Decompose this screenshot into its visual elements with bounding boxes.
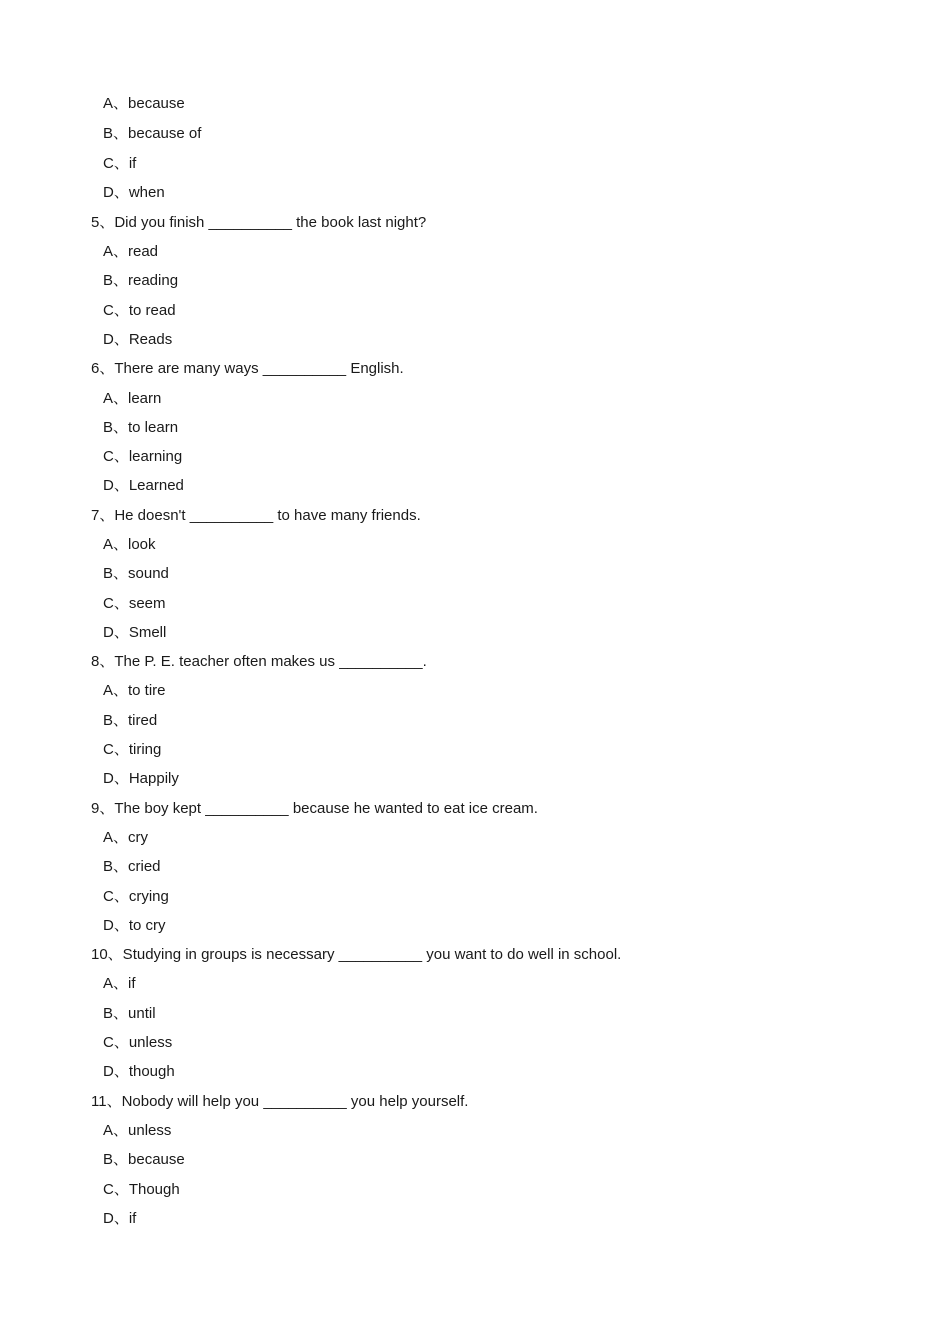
option-a: A、look (103, 536, 156, 553)
option-b: B、until (103, 1005, 156, 1022)
option-c: C、tiring (103, 741, 162, 758)
option-c: C、crying (103, 888, 169, 905)
question-7: 7、He doesn't __________ to have many friends. (91, 507, 421, 524)
option-c: C、to read (103, 302, 176, 319)
option-c: C、unless (103, 1034, 173, 1051)
option-a: A、unless (103, 1122, 172, 1139)
option-b: B、cried (103, 858, 161, 875)
option-d: D、if (103, 1210, 137, 1227)
option-b: B、because (103, 1151, 185, 1168)
option-d: D、Happily (103, 770, 179, 787)
option-d: D、Reads (103, 331, 173, 348)
question-8: 8、The P. E. teacher often makes us __________. (91, 653, 427, 670)
option-a: A、because (103, 95, 185, 112)
option-c: C、seem (103, 595, 166, 612)
option-d: D、Learned (103, 477, 184, 494)
option-d: D、when (103, 184, 165, 201)
option-b: B、to learn (103, 419, 179, 436)
option-d: D、though (103, 1063, 175, 1080)
question-6: 6、There are many ways __________ English. (91, 360, 404, 377)
option-c: C、learning (103, 448, 183, 465)
option-b: B、because of (103, 125, 202, 142)
question-11: 11、Nobody will help you __________ you help yourself. (91, 1093, 469, 1110)
question-5: 5、Did you finish __________ the book last night? (91, 214, 427, 231)
question-9: 9、The boy kept __________ because he wanted to eat ice cream. (91, 800, 538, 817)
option-b: B、reading (103, 272, 179, 289)
option-b: B、tired (103, 712, 158, 729)
question-10: 10、Studying in groups is necessary __________ you want to do well in school. (91, 946, 622, 963)
option-c: C、if (103, 155, 137, 172)
option-a: A、if (103, 975, 136, 992)
option-a: A、to tire (103, 682, 166, 699)
option-d: D、Smell (103, 624, 167, 641)
option-a: A、read (103, 243, 159, 260)
option-c: C、Though (103, 1181, 180, 1198)
option-a: A、learn (103, 390, 162, 407)
option-a: A、cry (103, 829, 149, 846)
option-b: B、sound (103, 565, 169, 582)
option-d: D、to cry (103, 917, 166, 934)
